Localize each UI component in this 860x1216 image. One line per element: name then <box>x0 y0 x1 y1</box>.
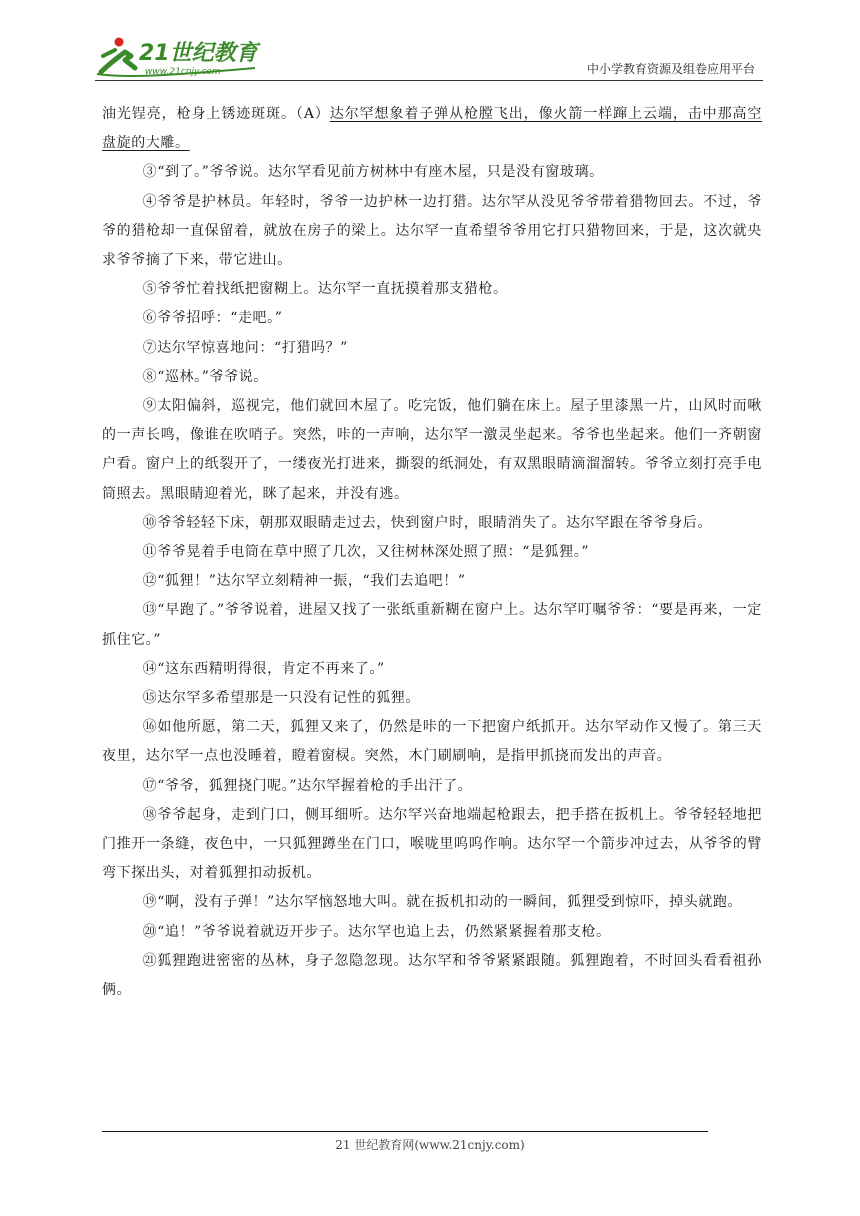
paragraph-8: ⑧“巡林。”爷爷说。 <box>142 368 268 385</box>
logo-text: 21世纪教育 <box>139 41 258 66</box>
paragraph-12: ⑫“狐狸！”达尔罕立刻精神一振，“我们去追吧！” <box>142 573 466 590</box>
article-body <box>102 100 762 1005</box>
paragraph-14: ⑭“这东西精明得很，肯定不再来了。” <box>142 660 385 677</box>
paragraph-7: ⑦达尔罕惊喜地问：“打猎吗？” <box>142 339 348 356</box>
paragraph-19: ⑲“啊，没有子弹！”达尔罕恼怒地大叫。就在扳机扣动的一瞬间，狐狸受到惊吓，掉头就跑。 <box>142 894 743 911</box>
site-logo[interactable] <box>95 34 270 78</box>
platform-name: 中小学教育资源及组卷应用平台 <box>586 62 755 76</box>
paragraph-18: ⑱爷爷起身，走到门口，侧耳细听。达尔罕兴奋地端起枪跟去，把手搭在扳机上。爷爷轻轻地把门推开一条缝，夜色中，一只狐狸蹲坐在门口，喉咙里呜呜作响。达尔罕一个箭步冲过去，从爷爷的臂弯下探出头，对着狐狸扣动扳机。 <box>102 806 762 882</box>
underlined-sentence-a: 达尔罕想象着子弹从枪膛飞出，像火箭一样蹿上云端，击中那高空盘旋的大雕。 <box>102 106 762 152</box>
paragraph-11: ⑪爷爷晃着手电筒在草中照了几次，又往树林深处照了照：“是狐狸。” <box>142 544 590 561</box>
paragraph-17: ⑰“爷爷，狐狸挠门呢。”达尔罕握着枪的手出汗了。 <box>142 777 473 794</box>
paragraph-13: ⑬“早跑了。”爷爷说着，进屋又找了一张纸重新糊在窗户上。达尔罕叮嘱爷爷：“要是再来，一定抓住它。” <box>102 602 762 648</box>
footer-link[interactable]: 21 世纪教育网(www.21cnjy.com) <box>335 1138 525 1152</box>
paragraph-9: ⑨太阳偏斜，巡视完，他们就回木屋了。吃完饭，他们躺在床上。屋子里漆黑一片，山风时而啾的一声长鸣，像谁在吹哨子。突然，咔的一声响，达尔罕一激灵坐起来。爷爷也坐起来。他们一齐朝窗户看。窗户上的纸裂开了，一缕夜光打进来，撕裂的纸洞处，有双黑眼睛滴溜溜转。爷爷立刻打亮手电筒照去。黑眼睛迎着光，眯了起来，并没有逃。 <box>102 398 762 502</box>
paragraph-16: ⑯如他所愿，第二天，狐狸又来了，仍然是咔的一下把窗户纸抓开。达尔罕动作又慢了。第三天夜里，达尔罕一点也没睡着，瞪着窗棂。突然，木门刷刷响，是指甲抓挠而发出的声音。 <box>102 719 762 765</box>
paragraph-6: ⑥爷爷招呼：“走吧。” <box>142 310 283 327</box>
logo-graphic <box>95 34 270 78</box>
paragraph-text: 油光锃亮，枪身上锈迹斑斑。（A） <box>102 106 330 122</box>
paragraph-continued <box>102 100 762 158</box>
page-footer[interactable] <box>0 1136 860 1153</box>
paragraph-15: ⑮达尔罕多希望那是一只没有记性的狐狸。 <box>142 690 420 707</box>
paragraph-21: ㉑狐狸跑进密密的丛林，身子忽隐忽现。达尔罕和爷爷紧紧跟随。狐狸跑着，不时回头看看祖孙俩。 <box>102 952 762 999</box>
paragraph-5: ⑤爷爷忙着找纸把窗糊上。达尔罕一直抚摸着那支猎枪。 <box>142 281 508 298</box>
footer-divider <box>102 1131 708 1132</box>
paragraph-20: ⑳“追！”爷爷说着就迈开步子。达尔罕也追上去，仍然紧紧握着那支枪。 <box>142 923 611 940</box>
page-header <box>95 30 763 81</box>
paragraph-4: ④爷爷是护林员。年轻时，爷爷一边护林一边打猎。达尔罕从没见爷爷带着猎物回去。不过，爷爷的猎枪却一直保留着，就放在房子的梁上。达尔罕一直希望爷爷用它打只猎物回来，于是，这次就央求爷爷摘了下来，带它进山。 <box>102 193 762 269</box>
paragraph-10: ⑩爷爷轻轻下床，朝那双眼睛走过去，快到窗户时，眼睛消失了。达尔罕跟在爷爷身后。 <box>142 514 712 531</box>
logo-url: www.21cnjy.com <box>145 67 221 77</box>
paragraph-3: ③“到了。”爷爷说。达尔罕看见前方树林中有座木屋，只是没有窗玻璃。 <box>142 164 604 181</box>
